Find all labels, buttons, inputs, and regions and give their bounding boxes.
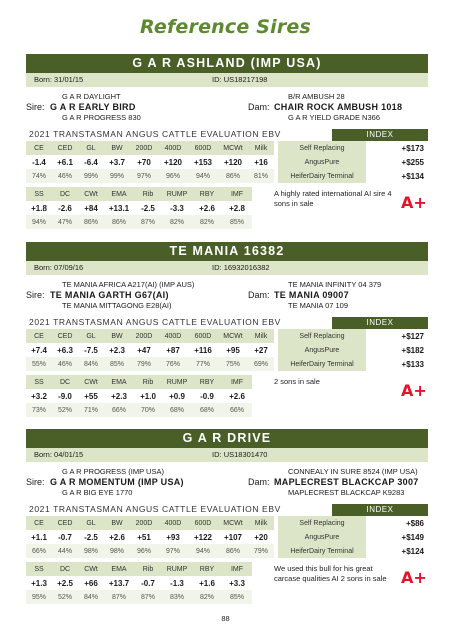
ebv-cell: 79% [248,544,274,558]
ebv-cell: 84% [78,590,104,604]
id-text [212,261,270,275]
dam-sire: CONNEALY IN SURE 8524 (IMP USA) [288,467,418,476]
sire-dam: TE MANIA MITTAGONG E28(AI) [62,301,172,310]
ebv-row [26,357,274,371]
page-title: Reference Sires [139,16,312,38]
sire-block [26,242,428,417]
ebv-cell: RBY [192,375,222,389]
ebv-cell: +2.8 [229,203,245,213]
ebv-cell: 600D [188,516,218,530]
ebv-table-top [26,329,274,371]
ebv-cell: GL [78,141,104,155]
ebv-cell: +1.6 [199,578,215,588]
born-text [34,75,83,84]
index-label: INDEX [332,317,428,329]
ebv-cell: +3.2 [31,391,47,401]
ebv-cell: +2.6 [109,532,125,542]
ebv-cell: 87% [134,590,162,604]
sire-name: G A R MOMENTUM (IMP USA) [50,477,184,487]
ebv-cell: 81% [248,169,274,183]
ebv-cell: CWt [78,187,104,201]
sire-name: TE MANIA GARTH G67(AI) [50,290,169,300]
dam-dam: TE MANIA 07 109 [288,301,349,310]
dam-label: Dam: [248,477,270,487]
ebv-cell: Milk [248,329,274,343]
ebv-cell: +13.7 [108,578,130,588]
ebv-cell: -0.7 [58,532,72,542]
ebv-cell: BW [104,329,130,343]
pedigree [26,275,428,317]
ebv-cell: 200D [130,516,158,530]
ebv-cell: 44% [52,544,78,558]
ebv-table-bottom [26,187,252,229]
ebv-cell: +1.1 [31,532,47,542]
ebv-cell: 68% [162,403,192,417]
ebv-cell: SS [26,375,52,389]
ebv-cell: 73% [26,403,52,417]
ebv-cell: +6.3 [57,345,73,355]
ebv-cell: 94% [188,544,218,558]
born-text [34,450,83,459]
ebv-cell: 46% [52,169,78,183]
id-value: US18301470 [223,450,268,459]
sire-name-bar: G A R DRIVE [26,429,428,448]
ebv-table-bottom [26,562,252,604]
ebv-cell: EMA [104,562,134,576]
pedigree [26,462,428,504]
sire-sire: G A R DAYLIGHT [62,92,121,101]
ebv-cell: +2.6 [229,391,245,401]
ebv-cell: +13.1 [108,203,130,213]
ebv-cell: MCWt [218,329,248,343]
index-value: +$173 [401,143,424,153]
ebv-cell: CED [52,141,78,155]
index-value: +$149 [401,532,424,542]
ebv-cell: CED [52,516,78,530]
index-table [278,141,428,183]
ebv-cell: 85% [222,590,252,604]
born-date: 07/09/16 [54,263,84,272]
ebv-row [26,187,252,201]
ebv-cell: +122 [193,532,213,542]
ebv-cell: EMA [104,375,134,389]
ebv-cell: IMF [222,562,252,576]
ebv-cell: 200D [130,329,158,343]
ebv-cell: +3.3 [229,578,245,588]
ebv-row [26,155,274,169]
ebv-cell: SS [26,562,52,576]
ebv-cell: +87 [166,345,180,355]
ebv-cell: 200D [130,141,158,155]
ebv-row [26,215,252,229]
ebv-cell: +47 [137,345,151,355]
rating-text: A+ [401,193,427,212]
ebv-cell: 66% [104,403,134,417]
ebv-cell: 82% [192,590,222,604]
dam-name: CHAIR ROCK AMBUSH 1018 [274,102,403,112]
ebv-cell: +116 [194,345,212,355]
ebv-cell: -0.9 [200,391,214,401]
born-row [26,73,428,87]
index-label: INDEX [332,504,428,516]
index-row [278,343,428,357]
index-table [278,329,428,371]
ebv-cell: RUMP [162,375,192,389]
id-label: ID: [212,75,222,84]
ebv-row [26,403,252,417]
ebv-cell: -2.5 [141,203,155,213]
ebv-title: 2021 TRANSTASMAN ANGUS CATTLE EVALUATION EBV [29,317,281,327]
ebv-cell: Rib [134,187,162,201]
index-name: HeiferDairy Terminal [278,169,366,183]
ebv-cell: +70 [137,157,151,167]
ebv-row [26,516,274,530]
ebv-cell: RUMP [162,187,192,201]
ebv-cell: 77% [188,357,218,371]
ebv-table-top [26,141,274,183]
sire-sire: TE MANIA AFRICA A217(AI) (IMP AUS) [62,280,195,289]
ebv-cell: CE [26,516,52,530]
ebv-cell: Milk [248,141,274,155]
ebv-header [26,504,428,516]
ebv-cell: 66% [26,544,52,558]
ebv-cell: +2.6 [199,203,215,213]
id-text [212,448,267,462]
ebv-area [26,329,428,417]
sire-note: We used this bull for his great carcase qualities AI 2 sons in sale [274,564,387,583]
rating-text: A+ [401,568,427,587]
ebv-cell: -9.0 [58,391,72,401]
ebv-row [26,562,252,576]
ebv-title: 2021 TRANSTASMAN ANGUS CATTLE EVALUATION EBV [29,504,281,514]
ebv-cell: 87% [134,215,162,229]
index-value: +$182 [401,345,424,355]
ebv-cell: CE [26,141,52,155]
ebv-cell: DC [52,375,78,389]
ebv-cell: +6.1 [57,157,73,167]
ebv-row [26,576,252,590]
ebv-cell: 84% [78,357,104,371]
index-name: AngusPure [278,530,366,544]
ebv-cell: +0.9 [169,391,185,401]
dam-name: MAPLECREST BLACKCAP 3007 [274,477,419,487]
ebv-cell: 97% [130,169,158,183]
ebv-cell: +27 [254,345,268,355]
ebv-row [26,375,252,389]
ebv-cell: 75% [218,357,248,371]
ebv-cell: 79% [130,357,158,371]
ebv-cell: BW [104,516,130,530]
ebv-cell: 47% [52,215,78,229]
ebv-cell: 600D [188,141,218,155]
ebv-cell: -1.3 [170,578,184,588]
ebv-cell: 400D [158,329,188,343]
ebv-cell: -2.5 [84,532,98,542]
ebv-cell: 87% [104,590,134,604]
ebv-cell: 86% [218,544,248,558]
id-text [212,73,267,87]
ebv-row [26,201,252,215]
ebv-row [26,141,274,155]
ebv-cell: 52% [52,590,78,604]
ebv-row [26,169,274,183]
ebv-cell: +66 [84,578,98,588]
ebv-cell: RBY [192,187,222,201]
ebv-cell: Rib [134,562,162,576]
dam-sire: TE MANIA INFINITY 04 379 [288,280,382,289]
ebv-cell: +2.3 [111,391,127,401]
born-row [26,261,428,275]
ebv-cell: EMA [104,187,134,201]
ebv-header [26,317,428,329]
ebv-title: 2021 TRANSTASMAN ANGUS CATTLE EVALUATION EBV [29,129,281,139]
ebv-cell: DC [52,187,78,201]
ebv-cell: RBY [192,562,222,576]
ebv-cell: IMF [222,375,252,389]
ebv-cell: 400D [158,516,188,530]
index-name: Self Replacing [278,516,366,530]
index-value: +$86 [405,518,424,528]
index-value: +$134 [401,171,424,181]
index-value: +$127 [401,331,424,341]
sire-block [26,429,428,604]
ebv-cell: +16 [254,157,268,167]
ebv-table-bottom [26,375,252,417]
ebv-cell: Milk [248,516,274,530]
ebv-cell: 99% [78,169,104,183]
ebv-cell: 97% [158,544,188,558]
sire-name-bar: TE MANIA 16382 [26,242,428,261]
ebv-cell: 82% [162,215,192,229]
index-name: AngusPure [278,343,366,357]
ebv-row [26,544,274,558]
rating-text: A+ [401,381,427,400]
ebv-cell: 94% [188,169,218,183]
ebv-row [26,343,274,357]
id-value: 16932016382 [223,263,270,272]
ebv-cell: +2.5 [57,578,73,588]
born-date: 04/01/15 [54,450,84,459]
ebv-cell: 94% [26,215,52,229]
ebv-cell: +1.3 [31,578,47,588]
index-value: +$133 [401,359,424,369]
index-value: +$255 [401,157,424,167]
ebv-cell: +1.8 [31,203,47,213]
ebv-cell: +51 [137,532,151,542]
ebv-cell: CED [52,329,78,343]
page-number: 88 [221,614,230,623]
born-text [34,263,83,272]
a-plus-rating-icon [400,379,427,400]
ebv-cell: 46% [52,357,78,371]
index-label: INDEX [332,129,428,141]
index-name: AngusPure [278,155,366,169]
ebv-row [26,389,252,403]
ebv-cell: 55% [26,357,52,371]
index-row [278,141,428,155]
ebv-header [26,129,428,141]
sire-label: Sire: [26,102,45,112]
ebv-cell: 96% [130,544,158,558]
sire-note: A highly rated international AI sire 4 sons in sale [274,189,392,208]
ebv-table-top [26,516,274,558]
born-row [26,448,428,462]
ebv-cell: 69% [248,357,274,371]
ebv-cell: BW [104,141,130,155]
dam-sire: B/R AMBUSH 28 [288,92,345,101]
sire-dam: G A R BIG EYE 1770 [62,488,133,497]
ebv-cell: -0.7 [141,578,155,588]
dam-name: TE MANIA 09007 [274,290,349,300]
ebv-cell: -7.5 [84,345,98,355]
ebv-cell: 96% [158,169,188,183]
a-plus-rating-icon [400,566,427,587]
ebv-cell: DC [52,562,78,576]
ebv-cell: MCWt [218,516,248,530]
index-table [278,516,428,558]
ebv-cell: 98% [78,544,104,558]
ebv-cell: CWt [78,562,104,576]
index-row [278,516,428,530]
ebv-cell: 52% [52,403,78,417]
index-row [278,357,428,371]
ebv-cell: -6.4 [84,157,98,167]
ebv-cell: GL [78,329,104,343]
ebv-cell: 83% [162,590,192,604]
ebv-area [26,516,428,604]
ebv-row [26,590,252,604]
ebv-cell: 400D [158,141,188,155]
index-row [278,329,428,343]
sire-label: Sire: [26,477,45,487]
sire-label: Sire: [26,290,45,300]
ebv-cell: 71% [78,403,104,417]
ebv-cell: 85% [104,357,130,371]
ebv-cell: +55 [84,391,98,401]
index-name: HeiferDairy Terminal [278,357,366,371]
dam-dam: MAPLECREST BLACKCAP K9283 [288,488,405,497]
sire-name: G A R EARLY BIRD [50,102,136,112]
index-value: +$124 [401,546,424,556]
sire-note: 2 sons in sale [274,377,320,386]
ebv-cell: +1.0 [140,391,156,401]
ebv-cell: +7.4 [31,345,47,355]
born-label: Born: [34,450,52,459]
index-name: HeiferDairy Terminal [278,544,366,558]
ebv-cell: -1.4 [32,157,46,167]
pedigree [26,87,428,129]
index-row [278,155,428,169]
ebv-cell: 600D [188,329,218,343]
ebv-cell: RUMP [162,562,192,576]
ebv-cell: 99% [104,169,130,183]
id-label: ID: [212,450,222,459]
ebv-cell: 66% [222,403,252,417]
ebv-cell: 76% [158,357,188,371]
ebv-cell: 86% [104,215,134,229]
ebv-row [26,530,274,544]
ebv-cell: +20 [254,532,268,542]
id-value: US18217198 [223,75,268,84]
ebv-cell: 85% [222,215,252,229]
ebv-cell: 86% [78,215,104,229]
ebv-cell: +3.7 [109,157,125,167]
ebv-cell: +107 [223,532,243,542]
born-date: 31/01/15 [54,75,84,84]
ebv-cell: 98% [104,544,130,558]
ebv-cell: +84 [84,203,98,213]
ebv-cell: SS [26,187,52,201]
index-row [278,544,428,558]
ebv-cell: +2.3 [109,345,125,355]
ebv-cell: 70% [134,403,162,417]
dam-label: Dam: [248,290,270,300]
ebv-row [26,329,274,343]
sire-dam: G A R PROGRESS 830 [62,113,141,122]
index-name: Self Replacing [278,141,366,155]
ebv-cell: CWt [78,375,104,389]
ebv-cell: +120 [163,157,183,167]
born-label: Born: [34,75,52,84]
ebv-area [26,141,428,229]
index-row [278,530,428,544]
id-label: ID: [212,263,222,272]
ebv-cell: 74% [26,169,52,183]
sire-sire: G A R PROGRESS (IMP USA) [62,467,164,476]
ebv-cell: +120 [223,157,243,167]
sire-name-bar: G A R ASHLAND (IMP USA) [26,54,428,73]
index-name: Self Replacing [278,329,366,343]
ebv-cell: 82% [192,215,222,229]
dam-label: Dam: [248,102,270,112]
ebv-cell: 95% [26,590,52,604]
ebv-cell: IMF [222,187,252,201]
born-label: Born: [34,263,52,272]
ebv-cell: GL [78,516,104,530]
ebv-cell: +153 [193,157,213,167]
ebv-cell: CE [26,329,52,343]
sire-block [26,54,428,229]
index-row [278,169,428,183]
ebv-cell: +95 [226,345,240,355]
ebv-cell: -2.6 [58,203,72,213]
dam-dam: G A R YIELD GRADE N366 [288,113,380,122]
ebv-cell: 86% [218,169,248,183]
ebv-cell: MCWt [218,141,248,155]
ebv-cell: Rib [134,375,162,389]
ebv-cell: 68% [192,403,222,417]
ebv-cell: -3.3 [170,203,184,213]
ebv-cell: +93 [166,532,180,542]
a-plus-rating-icon [400,191,427,212]
